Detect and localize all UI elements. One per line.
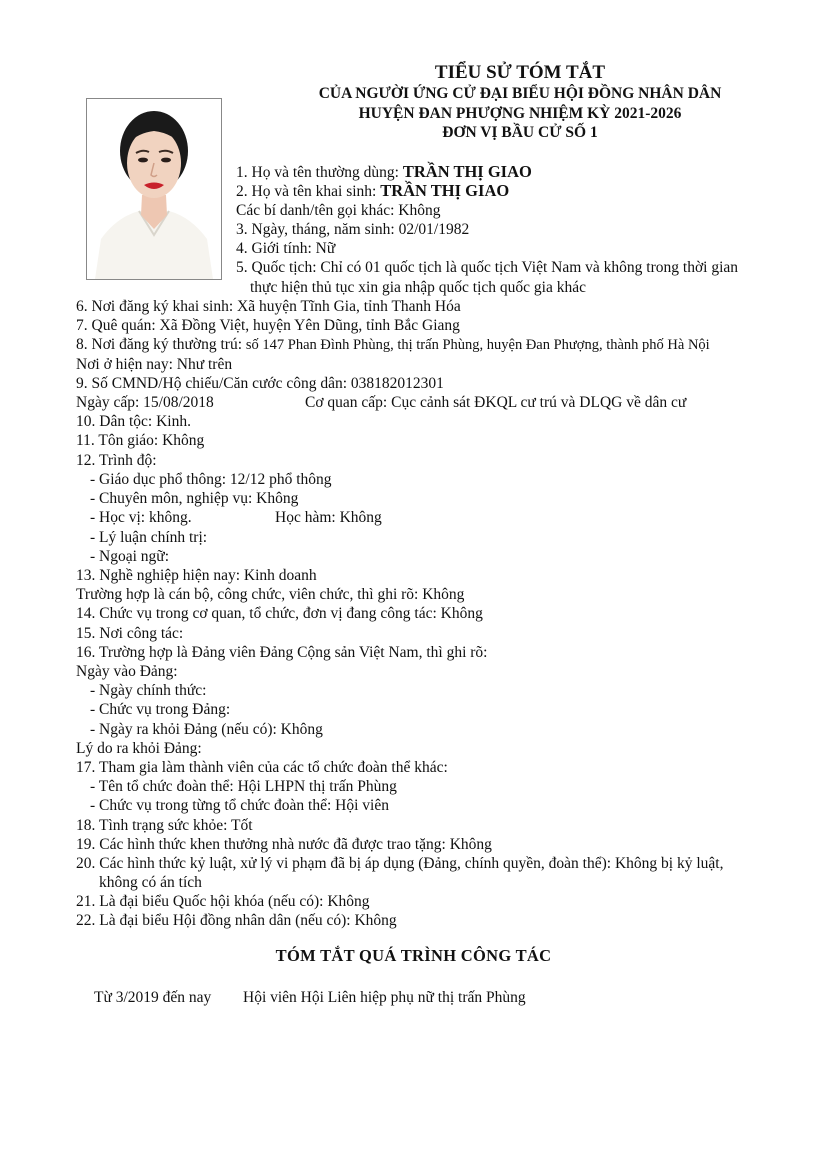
field-education-heading: 12. Trình độ: xyxy=(76,452,157,469)
field-workplace: 15. Nơi công tác: xyxy=(76,625,184,642)
work-history-role: Hội viên Hội Liên hiệp phụ nữ thị trấn Phùng xyxy=(243,989,526,1006)
document-subtitle-district: HUYỆN ĐAN PHƯỢNG NHIỆM KỲ 2021-2026 xyxy=(358,105,682,122)
field-occupation: 13. Nghề nghiệp hiện nay: Kinh doanh xyxy=(76,567,317,584)
field-party-exit-reason: Lý do ra khỏi Đảng: xyxy=(76,740,202,757)
portrait-image xyxy=(87,99,221,279)
field-gender: 4. Giới tính: Nữ xyxy=(236,240,336,257)
field-party-position: - Chức vụ trong Đảng: xyxy=(90,701,231,718)
field-party-join-date: Ngày vào Đảng: xyxy=(76,663,178,680)
field-party-official-date: - Ngày chính thức: xyxy=(90,682,207,699)
field-birth-name xyxy=(236,181,509,201)
field-party-exit-date: - Ngày ra khỏi Đảng (nếu có): Không xyxy=(90,721,323,738)
field-date-of-birth: 3. Ngày, tháng, năm sinh: 02/01/1982 xyxy=(236,221,470,238)
field-civil-servant: Trường hợp là cán bộ, công chức, viên chức, thì ghi rõ: Không xyxy=(76,586,465,603)
field-organization-role: - Chức vụ trong từng tổ chức đoàn thể: Hội viên xyxy=(90,797,389,814)
field-nationality: 5. Quốc tịch: Chỉ có 01 quốc tịch là quốc tịch Việt Nam và không trong thời gian xyxy=(236,259,739,276)
field-awards: 19. Các hình thức khen thưởng nhà nước đã được trao tặng: Không xyxy=(76,836,492,853)
field-position: 14. Chức vụ trong cơ quan, tổ chức, đơn vị đang công tác: Không xyxy=(76,605,483,622)
candidate-portrait-photo xyxy=(86,98,222,280)
field-permanent-residence-value: số 147 Phan Đình Phùng, thị trấn Phùng, huyện Đan Phượng, thành phố Hà Nội xyxy=(245,337,710,353)
field-permanent-residence xyxy=(76,335,710,355)
document-title: TIỂU SỬ TÓM TẮT xyxy=(434,62,606,83)
field-academic-degree: - Học vị: không. xyxy=(90,509,192,526)
field-current-residence: Nơi ở hiện nay: Như trên xyxy=(76,356,233,373)
document-subtitle: CỦA NGƯỜI ỨNG CỬ ĐẠI BIỂU HỘI ĐỒNG NHÂN DÂN xyxy=(318,85,722,102)
document-subtitle-unit: ĐƠN VỊ BẦU CỬ SỐ 1 xyxy=(442,124,598,141)
field-peoples-council: 22. Là đại biểu Hội đồng nhân dân (nếu có): Không xyxy=(76,912,397,929)
field-ethnicity: 10. Dân tộc: Kinh. xyxy=(76,413,191,430)
field-religion: 11. Tôn giáo: Không xyxy=(76,432,205,449)
work-history-title: TÓM TẮT QUÁ TRÌNH CÔNG TÁC xyxy=(275,946,552,965)
field-hometown: 7. Quê quán: Xã Đồng Việt, huyện Yên Dũng, tỉnh Bắc Giang xyxy=(76,317,460,334)
candidate-birth-name: TRẦN THỊ GIAO xyxy=(380,181,510,200)
field-general-education: - Giáo dục phổ thông: 12/12 phổ thông xyxy=(90,471,332,488)
field-health: 18. Tình trạng sức khỏe: Tốt xyxy=(76,817,253,834)
candidate-common-name: TRẦN THỊ GIAO xyxy=(402,162,532,181)
field-political-theory: - Lý luận chính trị: xyxy=(90,529,208,546)
field-alias: Các bí danh/tên gọi khác: Không xyxy=(236,202,441,219)
field-id-issuing-agency: Cơ quan cấp: Cục cảnh sát ĐKQL cư trú và DLQG về dân cư xyxy=(305,394,687,411)
field-party-member: 16. Trường hợp là Đảng viên Đảng Cộng sản Việt Nam, thì ghi rõ: xyxy=(76,644,488,661)
field-national-assembly: 21. Là đại biểu Quốc hội khóa (nếu có): Không xyxy=(76,893,370,910)
work-history-period: Từ 3/2019 đến nay xyxy=(94,989,212,1006)
field-academic-title: Học hàm: Không xyxy=(275,509,382,526)
field-organization-name: - Tên tổ chức đoàn thể: Hội LHPN thị trấn Phùng xyxy=(90,778,397,795)
field-id-number: 9. Số CMND/Hộ chiếu/Căn cước công dân: 038182012301 xyxy=(76,375,444,392)
field-permanent-residence-label: 8. Nơi đăng ký thường trú: xyxy=(76,336,246,353)
field-id-issue-date: Ngày cấp: 15/08/2018 xyxy=(76,394,214,411)
field-birth-name-label: 2. Họ và tên khai sinh: xyxy=(236,183,381,200)
field-foreign-language: - Ngoại ngữ: xyxy=(90,548,169,565)
field-nationality-cont: thực hiện thủ tục xin gia nhập quốc tịch quốc gia khác xyxy=(250,279,586,296)
field-specialty: - Chuyên môn, nghiệp vụ: Không xyxy=(90,490,299,507)
field-common-name-label: 1. Họ và tên thường dùng: xyxy=(236,164,403,181)
field-discipline-cont: không có án tích xyxy=(99,874,202,891)
field-discipline: 20. Các hình thức kỷ luật, xử lý vi phạm đã bị áp dụng (Đảng, chính quyền, đoàn thể): Không bị kỷ luật, xyxy=(76,855,724,872)
field-common-name xyxy=(236,162,532,182)
field-organizations: 17. Tham gia làm thành viên của các tổ chức đoàn thể khác: xyxy=(76,759,448,776)
field-birth-registration: 6. Nơi đăng ký khai sinh: Xã huyện Tĩnh Gia, tỉnh Thanh Hóa xyxy=(76,298,461,315)
